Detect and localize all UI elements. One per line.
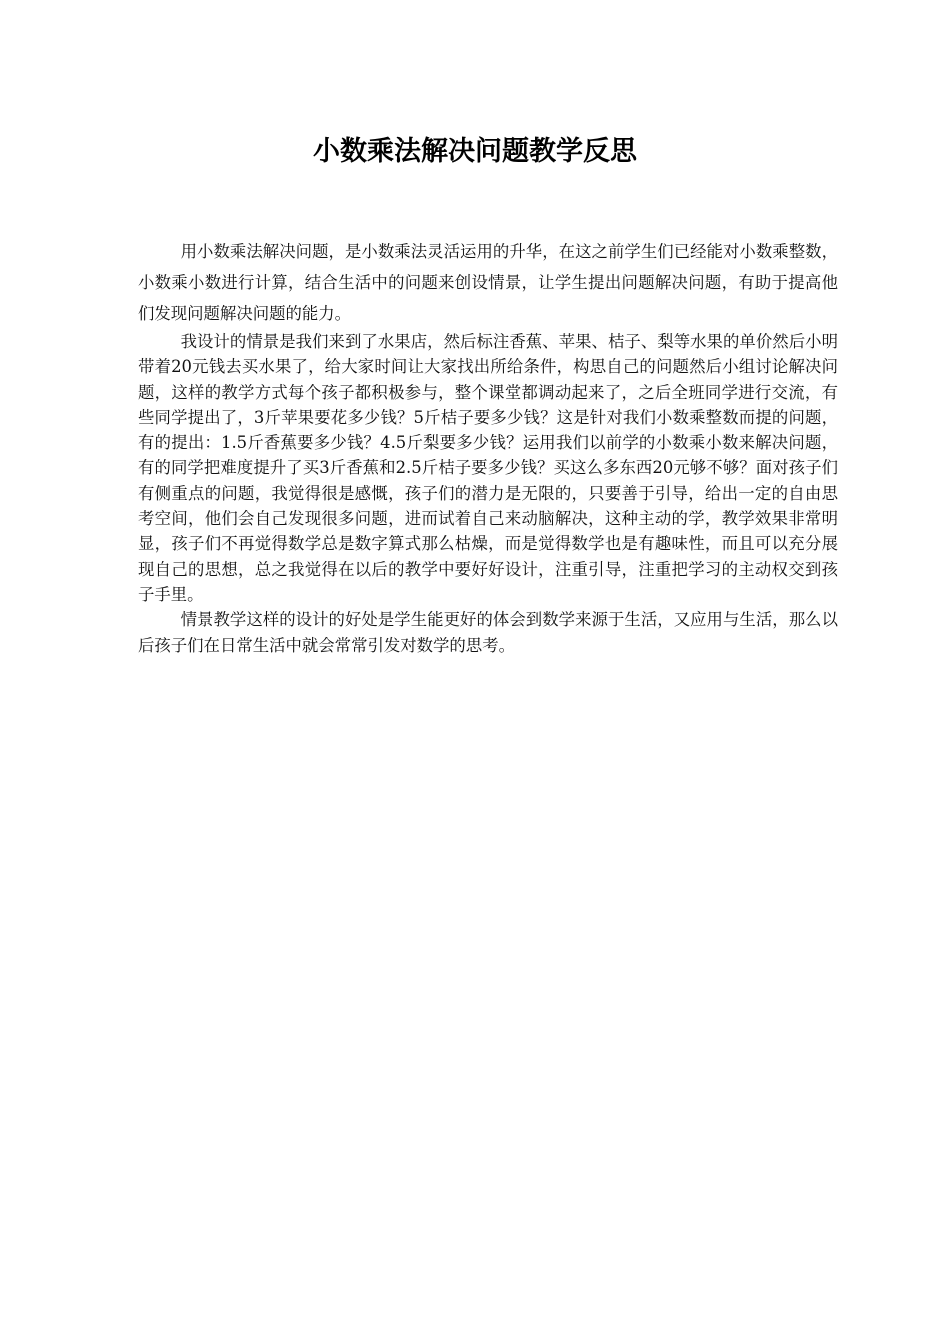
paragraph-1: 用小数乘法解决问题，是小数乘法灵活运用的升华，在这之前学生们已经能对小数乘整数，小数乘小数进行计算，结合生活中的问题来创设情景，让学生提出问题解决问题，有助于提高他们发现问题解决问题的能力。 [138,242,838,323]
paragraph-2: 我设计的情景是我们来到了水果店，然后标注香蕉、苹果、桔子、梨等水果的单价然后小明带着20元钱去买水果了，给大家时间让大家找出所给条件，构思自己的问题然后小组讨论解决问题，这样的教学方式每个孩子都积极参与，整个课堂都调动起来了，之后全班同学进行交流，有些同学提出了，3斤苹果要花多少钱？5斤桔子要多少钱？这是针对我们小数乘整数而提的问题，有的提出：1.5斤香蕉要多少钱？4.5斤梨要多少钱？运用我们以前学的小数乘小数来解决问题，有的同学把难度提升了买3斤香蕉和2.5斤桔子要多少钱？买这么多东西20元够不够？面对孩子们有侧重点的问题，我觉得很是感慨，孩子们的潜力是无限的，只要善于引导，给出一定的自由思考空间，他们会自己发现很多问题，进而试着自己来动脑解决，这种主动的学，教学效果非常明显，孩子们不再觉得数学总是数字算式那么枯燥，而是觉得数学也是有趣味性，而且可以充分展现自己的思想，总之我觉得在以后的教学中要好好设计，注重引导，注重把学习的主动权交到孩子手里。 [138,332,838,604]
document-title: 小数乘法解决问题教学反思 [313,136,637,167]
document-body [138,236,838,658]
paragraph-3: 情景教学这样的设计的好处是学生能更好的体会到数学来源于生活，又应用与生活，那么以后孩子们在日常生活中就会常常引发对数学的思考。 [138,610,838,655]
